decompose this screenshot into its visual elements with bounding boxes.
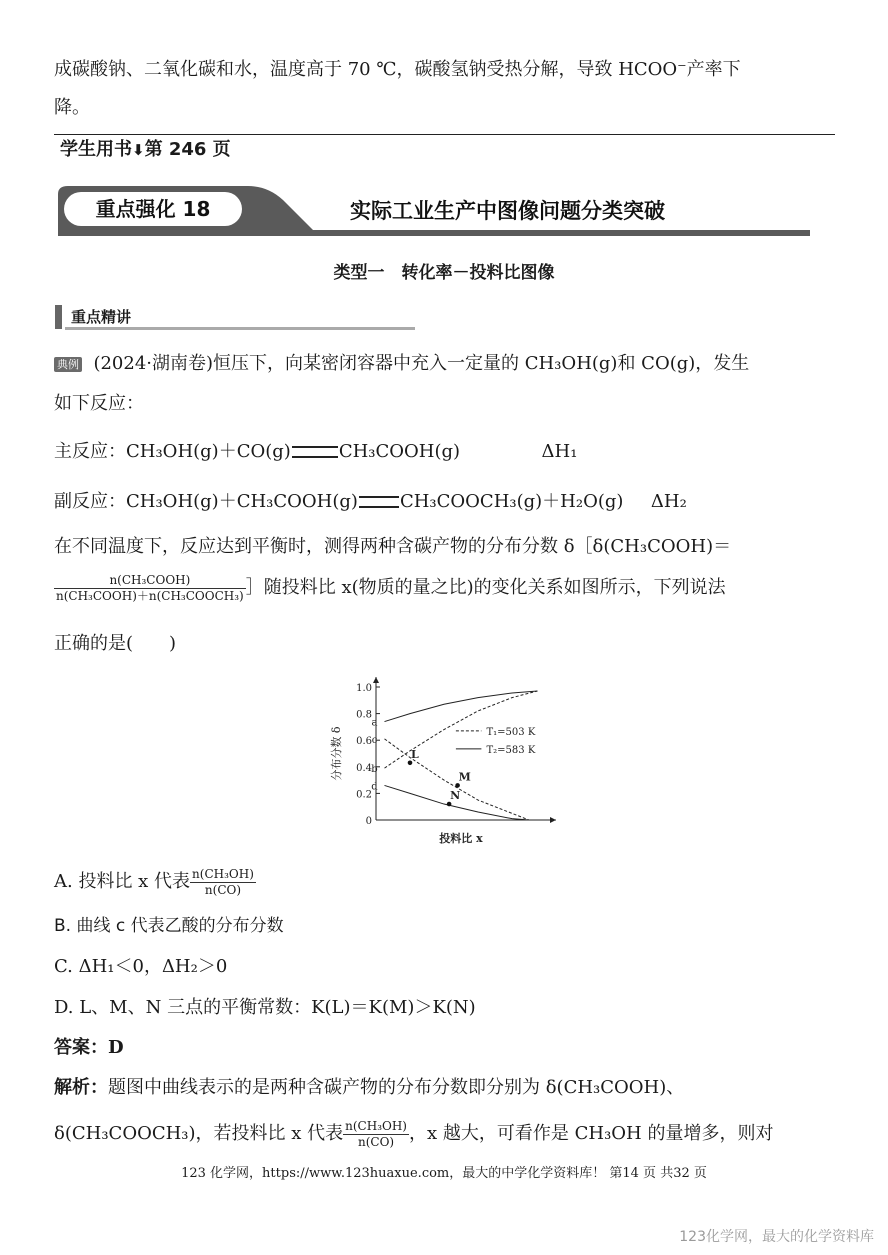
delta-fraction [54,573,246,604]
page-footer: 123 化学网，https://www.123huaxue.com，最大的中学化学资料库！ 第14 页 共32 页 [181,1166,707,1181]
delta-fraction-numerator: n(CH₃COOH) [54,573,246,589]
focus-label-box [55,305,415,331]
point-label-L: L [411,747,419,761]
answer [54,1036,124,1060]
side-reaction-reactants: CH₃OH(g)＋CH₃COOH(g) [126,491,358,512]
banner-badge: 重点强化 18 [95,197,211,221]
desc-line-1: 在不同温度下，反应达到平衡时，测得两种含碳产物的分布分数 δ［δ(CH₃COOH)＝ [54,536,732,557]
option-a-fraction [190,867,256,898]
delta-fraction-denominator: n(CH₃COOH)＋n(CH₃COOCH₃) [56,588,244,603]
section-banner [58,186,810,238]
example-line-2: 如下反应： [54,393,144,414]
student-book-ref [60,138,231,162]
main-reaction-reactants: CH₃OH(g)＋CO(g) [126,441,291,462]
side-reaction-products: CH₃COOCH₃(g)＋H₂O(g) [399,491,624,512]
point-N [447,802,452,807]
student-book-label: 学生用书 [60,139,132,160]
x-axis-label: 投料比 x [439,832,483,845]
desc-line-2-text: ］随投料比 x(物质的量之比)的变化关系如图所示，下列说法 [245,577,726,598]
series-label-d: d [371,781,378,793]
equilibrium-sign [292,446,338,458]
y-tick-label: 0.2 [356,789,372,801]
y-tick-label: 0 [365,816,372,827]
equilibrium-sign [359,496,399,508]
option-a-text: A. 投料比 x 代表 [54,871,191,892]
side-reaction-label: 副反应： [54,491,126,512]
point-label-M: M [458,770,471,784]
y-tick-label: 0.4 [356,762,372,774]
option-a-denominator: n(CO) [204,882,242,897]
y-tick-label: 0.8 [356,709,372,721]
analysis-text-1: 题图中曲线表示的是两种含碳产物的分布分数即分别为 δ(CH₃COOH)、 [108,1077,685,1098]
point-M [455,783,460,788]
legend-label-2: T₂=583 K [486,744,536,756]
option-d: D. L、M、N 三点的平衡常数：K(L)＝K(M)＞K(N) [54,997,476,1018]
y-tick-label: 1.0 [356,683,372,694]
section-divider [54,134,835,135]
banner-title: 实际工业生产中图像问题分类突破 [350,199,665,223]
series-label-a: a [371,717,378,729]
example-tag: 典例 [54,357,82,372]
type-heading: 类型一 转化率－投料比图像 [333,263,555,283]
answer-label: 答案： [54,1037,108,1058]
student-book-page: 第 246 页 [144,139,231,160]
desc-line-2 [54,568,726,608]
main-reaction-label: 主反应： [54,441,126,462]
chart-container [326,672,566,852]
example-line-1 [54,352,749,376]
y-axis-arrow [373,677,379,683]
series-line-a [385,691,538,722]
y-axis-label: 分布分数 δ [330,726,343,781]
down-arrow-icon: ⬇ [132,141,145,159]
point-label-N: N [450,789,461,803]
series-label-c: c [371,734,378,746]
analysis-line-1 [54,1076,684,1100]
point-L [408,761,413,766]
site-watermark: 123化学网，最大的化学资料库 [679,1229,874,1245]
continuation-line-1: 成碳酸钠、二氧化碳和水，温度高于 70 ℃，碳酸氢钠受热分解，导致 HCOO⁻产率下 [54,59,741,80]
desc-line-3: 正确的是( ) [54,633,177,654]
main-reaction-products: CH₃COOH(g) [338,441,461,462]
analysis-line-2 [54,1114,773,1154]
distribution-chart [326,672,566,852]
x-axis-arrow [550,817,556,823]
analysis-text-2b: ，x 越大，可看作是 CH₃OH 的量增多，则对 [409,1123,774,1144]
series-label-b: b [371,764,378,776]
answer-value: D [108,1037,124,1058]
option-b: B. 曲线 c 代表乙酸的分布分数 [54,916,284,936]
option-a-numerator: n(CH₃OH) [192,866,254,881]
continuation-line-2: 降。 [54,97,90,118]
analysis-denominator: n(CO) [358,1134,395,1149]
side-reaction-dh: ΔH₂ [650,491,687,512]
focus-label: 重点精讲 [71,308,132,326]
example-text-1: (2024·湖南卷)恒压下，向某密闭容器中充入一定量的 CH₃OH(g)和 CO(g)，发生 [93,353,750,374]
option-a [54,862,256,902]
main-reaction [54,440,577,464]
legend-label-1: T₁=503 K [486,726,536,738]
option-c: C. ΔH₁＜0，ΔH₂＞0 [54,956,228,977]
main-reaction-dh: ΔH₁ [541,441,578,462]
analysis-text-2a: δ(CH₃COOCH₃)，若投料比 x 代表 [54,1123,344,1144]
analysis-numerator: n(CH₃OH) [345,1118,407,1133]
analysis-fraction [343,1119,409,1150]
y-tick-label: 0.6 [356,736,372,748]
side-reaction [54,490,687,514]
analysis-label: 解析： [54,1077,108,1098]
